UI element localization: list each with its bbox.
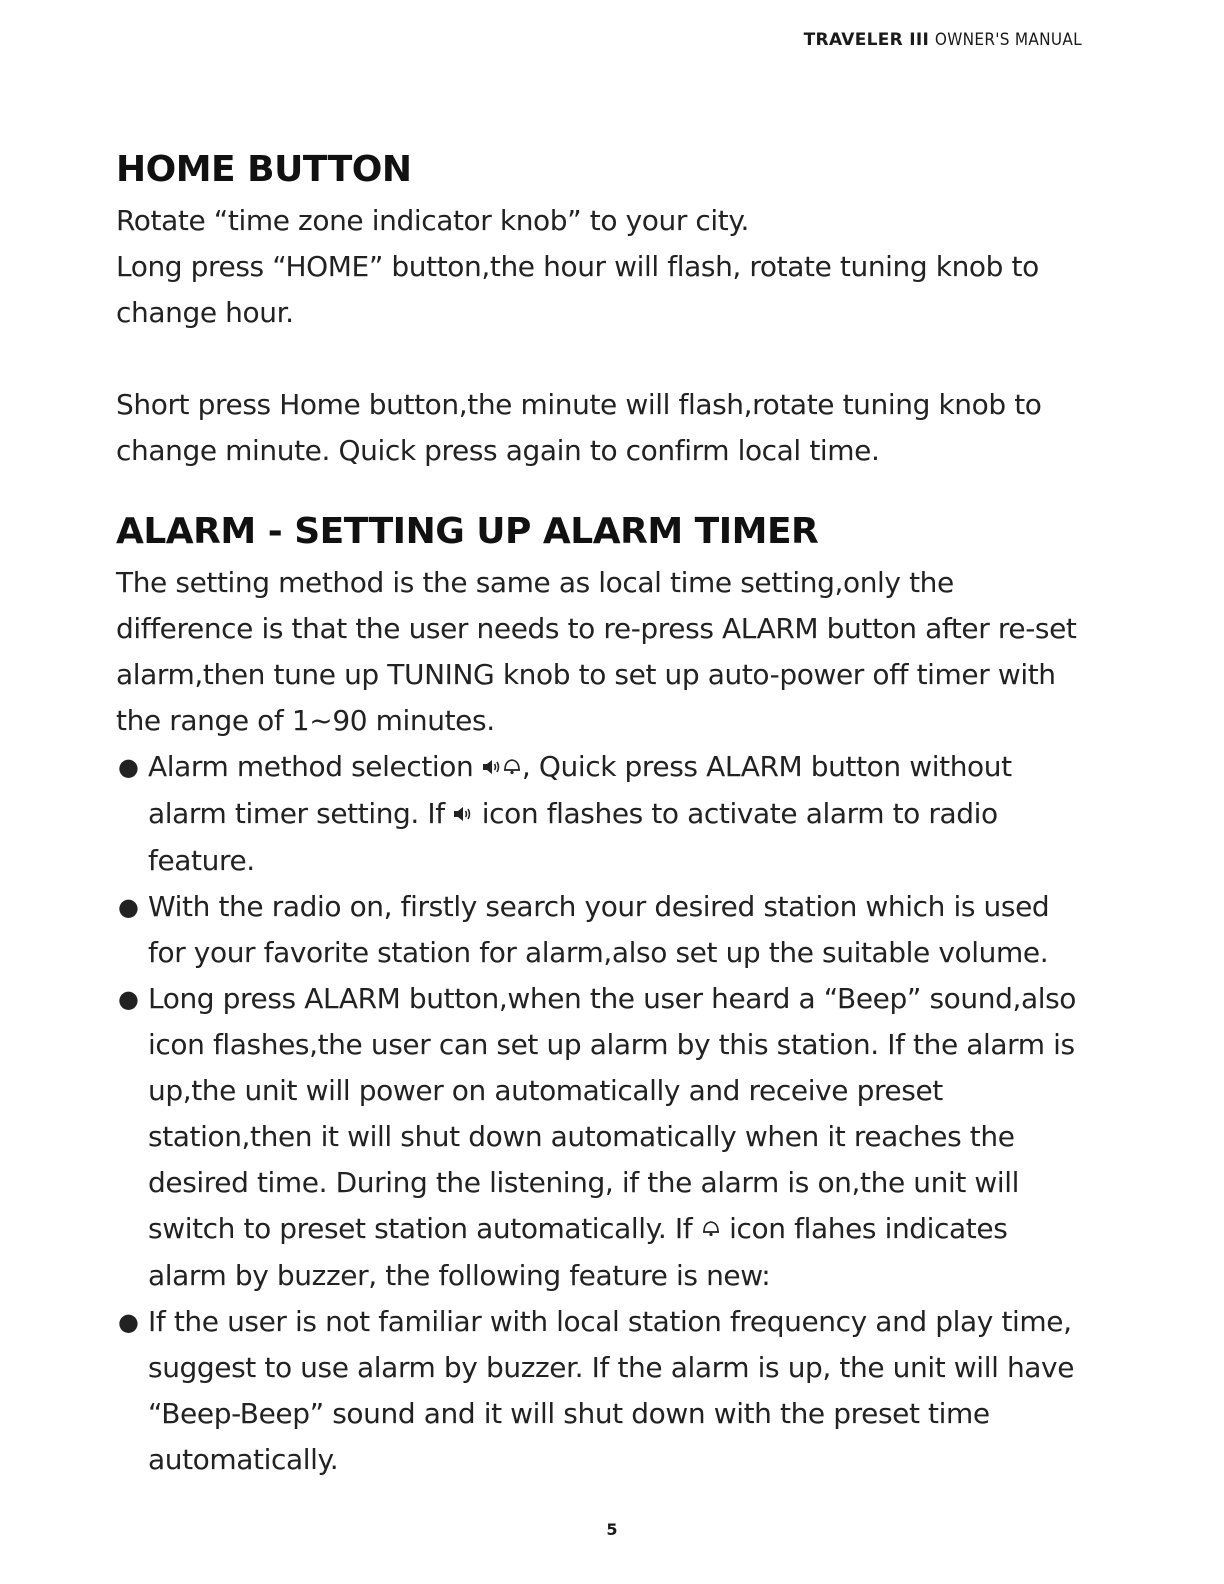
home-line-2: Long press “HOME” button,the hour will flash, rotate tuning knob to change hour. [116,250,1039,329]
alarm-section [116,504,1088,1483]
home-line-1: Rotate “time zone indicator knob” to your city. [116,204,750,237]
list-item [116,884,1088,976]
bullet-1-text-c: icon flashes to activate alarm to radio feature. [148,797,998,877]
bullet-3-text-a: Long press ALARM button,when the user heard a “Beep” sound,also icon flashes,the user can set up alarm by this station. If the alarm is up,the unit will power on automatically and receive preset station,then it will shut down automatically when it reaches the desired time. During the listening, if the alarm is on,the unit will switch to preset station automatically. If [148,982,1077,1245]
bullet-4-text: If the user is not familiar with local station frequency and play time, suggest to use alarm by buzzer. If the alarm is up, the unit will have “Beep-Beep” sound and it will shut down with the preset time automatically. [148,1305,1075,1476]
alarm-heading: ALARM - SETTING UP ALARM TIMER [116,511,819,552]
home-button-section [116,142,1088,474]
speaker-icon [482,743,502,789]
alarm-bullet-list [116,744,1088,1483]
list-item [116,1299,1088,1483]
header-subtitle: OWNER'S MANUAL [934,30,1082,50]
paragraph-gap [116,336,1088,382]
page-content [116,142,1088,1483]
bullet-2-text: With the radio on, firstly search your desired station which is used for your favorite station for alarm,also set up the suitable volume. [148,890,1050,969]
buzzer-icon [701,1205,721,1251]
home-paragraph-2: Short press Home button,the minute will flash,rotate tuning knob to change minute. Quick press again to confirm local time. [116,388,1042,467]
bullet-dot: ● [118,893,139,921]
alarm-intro: The setting method is the same as local time setting,only the difference is that the user needs to re-press ALARM button after re-set alarm,then tune up TUNING knob to set up auto-power off timer with the range of 1~90 minutes. [116,566,1077,737]
bullet-dot: ● [118,753,139,781]
bullet-1-text-a: Alarm method selection [148,750,482,783]
list-item [116,744,1088,884]
header-brand: TRAVELER III [803,30,930,50]
running-header [804,30,1082,50]
bullet-1-text-b: , Quick press ALARM button without alarm timer setting. If [148,750,1012,830]
list-item [116,976,1088,1299]
bullet-3-text-b: icon flahes indicates alarm by buzzer, the following feature is new: [148,1212,1008,1292]
buzzer-icon [502,743,522,789]
page-number: 5 [606,1520,618,1539]
speaker-icon [453,790,473,836]
bullet-dot: ● [118,985,139,1013]
home-button-heading: HOME BUTTON [116,149,412,190]
bullet-dot: ● [118,1308,139,1336]
